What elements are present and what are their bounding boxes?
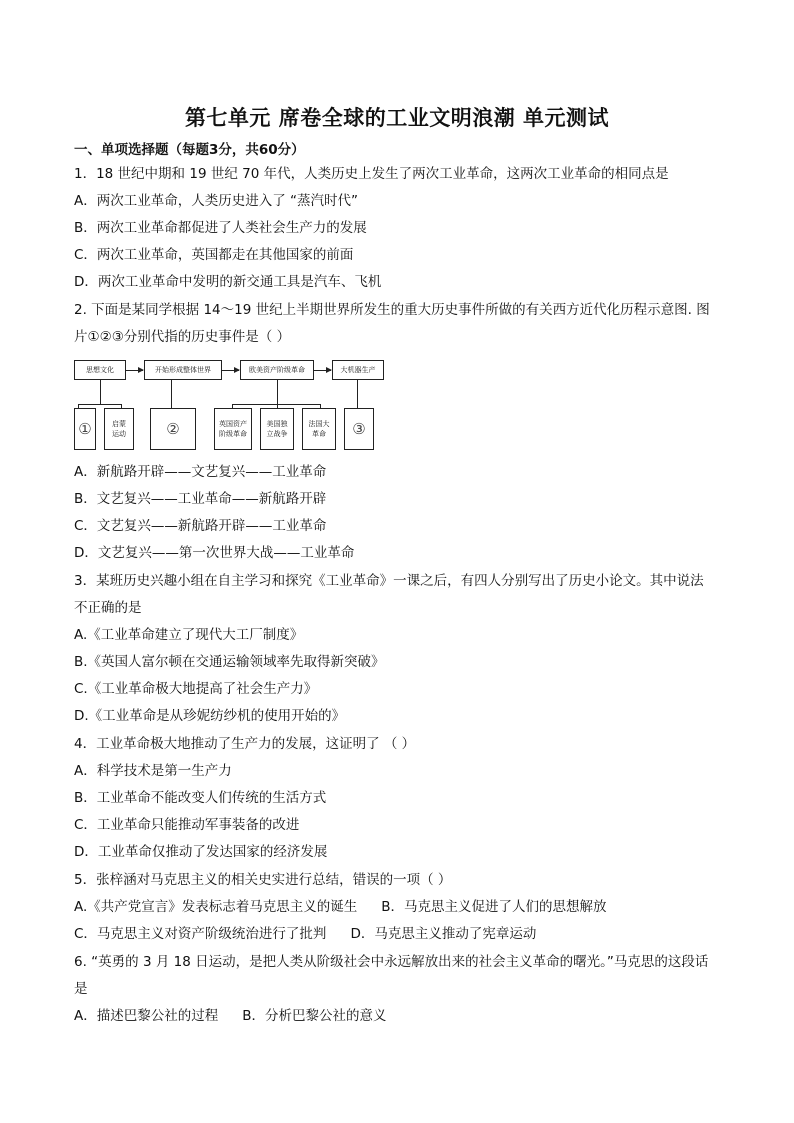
history-flow-diagram [74, 352, 390, 452]
diagram-box-english-revolution: 英国资产 阶级革命 [214, 408, 252, 450]
diagram-box-culture: 思想文化 [74, 360, 126, 380]
question-2-stem-line-2: 片①②③分别代指的历史事件是（ ） [74, 329, 291, 345]
question-3-option-c: C.《工业革命极大地提高了社会生产力》 [74, 681, 318, 697]
diagram-box-revolution: 欧美资产阶级革命 [240, 360, 314, 380]
question-2-option-d: D．文艺复兴——第一次世界大战——工业革命 [74, 545, 355, 561]
diagram-arrow [222, 370, 239, 371]
diagram-connector [100, 380, 101, 404]
question-3-option-a: A.《工业革命建立了现代大工厂制度》 [74, 627, 304, 643]
diagram-arrow [126, 370, 143, 371]
diagram-box-machine: 大机器生产 [332, 360, 384, 380]
question-6-stem-line-2: 是 [74, 981, 88, 997]
question-5-options-row-2 [74, 926, 536, 942]
page-title: 第七单元 席卷全球的工业文明浪潮 单元测试 [184, 105, 610, 130]
question-1-option-a: A．两次工业革命，人类历史进入了 “蒸汽时代” [74, 193, 359, 209]
question-5-option-c: C．马克思主义对资产阶级统治进行了批判 [74, 926, 327, 942]
question-4-option-a: A．科学技术是第一生产力 [74, 763, 232, 779]
diagram-box-american-independence: 美国独 立战争 [260, 408, 294, 450]
question-1-option-b: B．两次工业革命都促进了人类社会生产力的发展 [74, 220, 367, 236]
question-2-option-b: B．文艺复兴——工业革命——新航路开辟 [74, 491, 327, 507]
question-4-option-d: D．工业革命仅推动了发达国家的经济发展 [74, 844, 328, 860]
diagram-connector [277, 380, 278, 404]
question-1-stem: 1．18 世纪中期和 19 世纪 70 年代，人类历史上发生了两次工业革命，这两次工业革命的相同点是 [74, 166, 669, 182]
diagram-connector [357, 380, 358, 408]
diagram-box-world: 开始形成整体世界 [144, 360, 222, 380]
diagram-connector [78, 404, 122, 405]
question-6-stem-line-1: 6. “英勇的 3 月 18 日运动，是把人类从阶级社会中永远解放出来的社会主义革命的曙光。”马克思的这段话 [74, 954, 709, 970]
question-3-stem-line-2: 不正确的是 [74, 600, 142, 616]
question-6-option-a: A．描述巴黎公社的过程 [74, 1008, 219, 1024]
question-4-option-b: B．工业革命不能改变人们传统的生活方式 [74, 790, 327, 806]
question-5-option-b: B．马克思主义促进了人们的思想解放 [381, 899, 607, 915]
question-2-option-a: A．新航路开辟——文艺复兴——工业革命 [74, 464, 327, 480]
diagram-box-blank-3: ③ [344, 408, 374, 450]
question-1-option-d: D．两次工业革命中发明的新交通工具是汽车、飞机 [74, 274, 382, 290]
diagram-connector [171, 380, 172, 408]
diagram-box-blank-2: ② [150, 408, 196, 450]
question-6-option-b: B．分析巴黎公社的意义 [242, 1008, 387, 1024]
diagram-box-enlightenment: 启蒙 运动 [104, 408, 134, 450]
section-heading: 一、单项选择题（每题3分，共60分） [74, 142, 305, 158]
diagram-box-french-revolution: 法国大 革命 [302, 408, 336, 450]
question-6-options-row-1 [74, 1008, 387, 1024]
diagram-arrow [314, 370, 331, 371]
question-3-stem-line-1: 3．某班历史兴趣小组在自主学习和探究《工业革命》一课之后，有四人分别写出了历史小论文。其中说法 [74, 573, 704, 589]
question-5-stem: 5．张梓涵对马克思主义的相关史实进行总结，错误的一项（ ） [74, 872, 452, 888]
diagram-box-blank-1: ① [74, 408, 96, 450]
diagram-connector [232, 404, 320, 405]
question-3-option-b: B.《英国人富尔顿在交通运输领域率先取得新突破》 [74, 654, 385, 670]
question-5-option-d: D．马克思主义推动了宪章运动 [350, 926, 537, 942]
question-2-option-c: C．文艺复兴——新航路开辟——工业革命 [74, 518, 327, 534]
question-3-option-d: D.《工业革命是从珍妮纺纱机的使用开始的》 [74, 708, 346, 724]
question-5-option-a: A.《共产党宣言》发表标志着马克思主义的诞生 [74, 899, 358, 915]
question-1-option-c: C．两次工业革命，英国都走在其他国家的前面 [74, 247, 354, 263]
question-2-stem-line-1: 2. 下面是某同学根据 14～19 世纪上半期世界所发生的重大历史事件所做的有关西方近代化历程示意图. 图 [74, 302, 710, 318]
question-5-options-row-1 [74, 899, 607, 915]
question-4-option-c: C．工业革命只能推动军事装备的改进 [74, 817, 300, 833]
question-4-stem: 4．工业革命极大地推动了生产力的发展，这证明了 （ ） [74, 736, 416, 752]
